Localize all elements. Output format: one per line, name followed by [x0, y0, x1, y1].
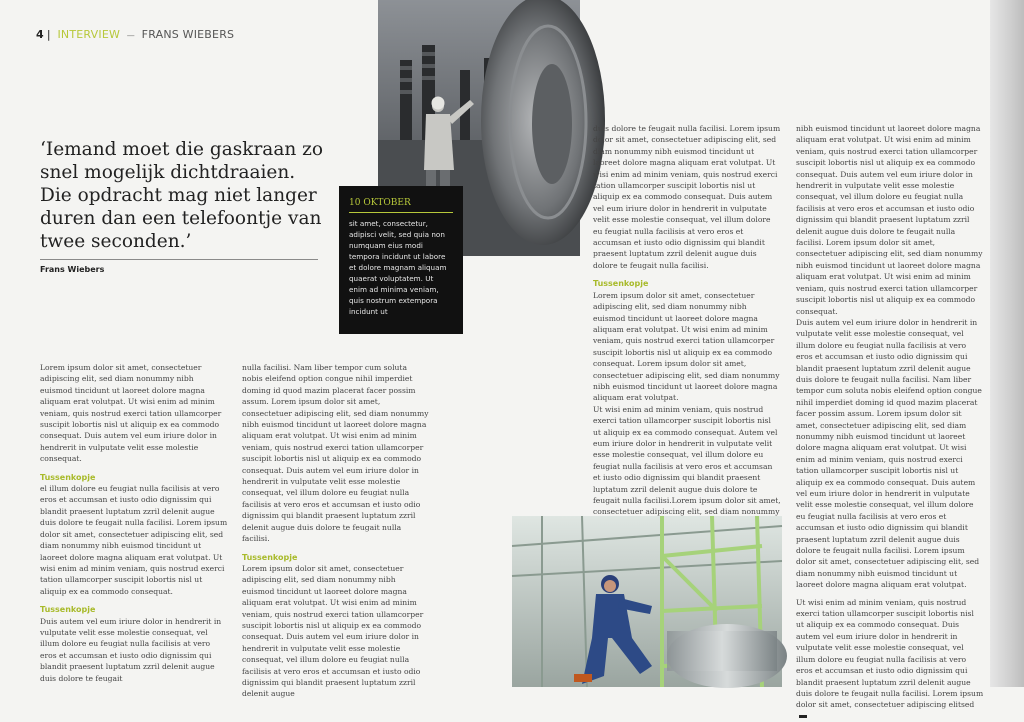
- paragraph: Ut wisi enim ad minim veniam, quis nostrud exerci tation ullamcorper suscipit lobortis nisl ut aliquip ex ea commodo consequat. Duis autem vel eum iriure dolor in hendrerit in vulputate velit esse molestie consequat, vel illum dolore eu feugiat nulla facilisis at vero eros et accumsan et iusto odio dignissim qui blandit praesent luptatum zzril delenit augue duis dolore te feugait nulla facilisi. Lorem ipsum dolor sit amet, consectetuer adipiscing elitsed: [796, 597, 984, 710]
- paragraph: Lorem ipsum dolor sit amet, consectetuer adipiscing elit, sed diam nonummy nibh euismod tincidunt ut laoreet dolore magna aliquam erat volutpat. Ut wisi enim ad minim veniam, quis nostrud exerci tation ullamcorper suscipit lobortis nisl ut aliquip ex ea commodo consequat. Duis autem vel eum iriure dolor in hendrerit in vulputate velit esse molestie consequat, vel illum dolore eu feugiat nulla facilisis at vero eros et accumsan et iusto odio dignissim qui blandit praesent luptatum zzril delenit augue: [242, 563, 424, 699]
- section-label: INTERVIEW: [57, 28, 121, 41]
- subheading: Tussenkopje: [40, 472, 96, 482]
- paragraph: nibh euismod tincidunt ut laoreet dolore magna aliquam erat volutpat. Ut wisi enim ad minim veniam, quis nostrud exerci tation ullamcorper suscipit lobortis nisl ut aliquip ex ea commodo consequat. Duis autem vel eum iriure dolor in hendrerit in vulputate velit esse molestie consequat, vel illum dolore eu feugiat nulla facilisis at vero eros et accumsan et iusto odio dignissim qui blandit praesent luptatum zzril delenit augue duis dolore te feugait nulla facilisi. Lorem ipsum dolor sit amet, consectetuer adipiscing elit, sed diam nonummy nibh euismod tincidunt ut laoreet dolore magna aliquam erat volutpat. Ut wisi enim ad minim veniam, quis nostrud exerci tation ullamcorper suscipit lobortis nisl ut aliquip ex ea commodo consequat.: [796, 124, 983, 316]
- callout-text: sit amet, consectetur, adipisci velit, sed quia non numquam eius modi tempora incidunt ut labore et dolore magnam aliquam quaerat voluptatem. Ut enim ad minima veniam, quis nostrum extempora incidunt ut: [349, 219, 447, 316]
- header-name: FRANS WIEBERS: [141, 28, 235, 41]
- paragraph: Lorem ipsum dolor sit amet, consectetuer adipiscing elit, sed diam nonummy nibh euismod tincidunt ut laoreet dolore magna aliquam erat volutpat. Ut wisi enim ad minim veniam, quis nostrud exerci tation ullamcorper suscipit lobortis nisl ut aliquip ex ea commodo consequat. Duis autem vel eum iriure dolor in hendrerit in vulputate velit esse molestie consequat.: [40, 363, 222, 464]
- subheading: Tussenkopje: [242, 552, 298, 562]
- paragraph: Duis autem vel eum iriure dolor in hendrerit in vulputate velit esse molestie consequat, vel illum dolore eu feugiat nulla facilisis at vero eros et accumsan et iusto odio dignissim qui blandit praesent luptatum zzril delenit augue duis dolore te feugait: [40, 616, 222, 683]
- header-separator: |: [46, 28, 51, 41]
- paragraph: duis dolore te feugait nulla facilisi. Lorem ipsum dolor sit amet, consectetuer adipiscing elit, sed diam nonummy nibh euismod tincidunt ut laoreet dolore magna aliquam erat volutpat. Ut wisi enim ad minim veniam, quis nostrud exerci tation ullamcorper suscipit lobortis nisl ut aliquip ex ea commodo consequat. Duis autem vel eum iriure dolor in hendrerit in vulputate velit esse molestie consequat, vel illum dolore eu feugiat nulla facilisis at vero eros et accumsan et iusto odio dignissim qui blandit praesent luptatum zzril delenit augue duis dolore te feugait nulla facilisi.: [593, 124, 781, 270]
- body-column-4: [796, 123, 984, 710]
- page-spine-shadow: [990, 0, 1024, 687]
- subheading: Tussenkopje: [40, 605, 96, 615]
- subheading: Tussenkopje: [593, 279, 649, 289]
- page-number: 4: [36, 28, 44, 41]
- body-column-3: [593, 123, 781, 517]
- paragraph: el illum dolore eu feugiat nulla facilisis at vero eros et accumsan et iusto odio dignissim qui blandit praesent luptatum zzril delenit augue duis dolore te feugait nulla facilisi. Lorem ipsum dolor sit amet, consectetuer adipiscing elit, sed diam nonummy nibh euismod tincidunt ut laoreet dolore magna aliquam erat volutpat. Ut wisi enim ad minim veniam, quis nostrud exerci tation ullamcorper suscipit lobortis nisl ut aliquip ex ea commodo consequat.: [40, 484, 228, 596]
- paragraph: Duis autem vel eum iriure dolor in hendrerit in vulputate velit esse molestie consequat, vel illum dolore eu feugiat nulla facilisis at vero eros et accumsan et iusto odio dignissim qui blandit praesent luptatum zzril delenit augue duis dolore te feugait nulla facilisi. Nam liber tempor cum soluta nobis eleifend option congue nihil imperdiet doming id quod mazim placerat facer possim assum. Lorem ipsum dolor sit amet, consectetuer adipiscing elit, sed diam nonummy nibh euismod tincidunt ut laoreet dolore magna aliquam erat volutpat. Ut wisi enim ad minim veniam, quis nostrud exerci tation ullamcorper suscipit lobortis nisl ut aliquip ex ea commodo consequat. Duis autem vel eum iriure dolor in hendrerit in vulputate velit esse molestie consequat, vel illum dolore eu feugiat nulla facilisis at vero eros et accumsan et iusto odio dignissim qui blandit praesent luptatum zzril delenit augue duis dolore te feugait nulla facilisi. Lorem ipsum dolor sit amet, consectetuer adipiscing elit, sed diam nonummy nibh euismod tincidunt ut laoreet dolore magna aliquam erat volutpat.: [796, 317, 982, 590]
- paragraph: Lorem ipsum dolor sit amet, consectetuer adipiscing elit, sed diam nonummy nibh euismod tincidunt ut laoreet dolore magna aliquam erat volutpat. Ut wisi enim ad minim veniam, quis nostrud exerci tation ullamcorper suscipit lobortis nisl ut aliquip ex ea commodo consequat. Lorem ipsum dolor sit amet, consectetuer adipiscing elit, sed diam nonummy nibh euismod tincidunt ut laoreet dolore magna aliquam erat volutpat.: [593, 290, 780, 403]
- paragraph: nulla facilisi. Nam liber tempor cum soluta nobis eleifend option congue nihil imperdiet doming id quod mazim placerat facer possim assum. Lorem ipsum dolor sit amet, consectetuer adipiscing elit, sed diam nonummy nibh euismod tincidunt ut laoreet dolore magna aliquam erat volutpat. Ut wisi enim ad minim veniam, quis nostrud exerci tation ullamcorper suscipit lobortis nisl ut aliquip ex ea commodo consequat. Duis autem vel eum iriure dolor in hendrerit in vulputate velit esse molestie consequat, vel illum dolore eu feugiat nulla facilisis at vero eros et accumsan et iusto odio dignissim qui blandit praesent luptatum zzril delenit augue duis dolore te feugait nulla facilisi.: [242, 363, 429, 544]
- callout-date: 10 OKTOBER: [349, 198, 453, 213]
- header-dash: —: [126, 31, 135, 40]
- paragraph: Ut wisi enim ad minim veniam, quis nostrud exerci tation ullamcorper suscipit lobortis nisl ut aliquip ex ea commodo consequat. Autem vel eum iriure dolor in hendrerit in vulputate velit esse molestie consequat, vel illum dolore eu feugiat nulla facilisis at vero eros et accumsan et iusto odio dignissim qui blandit praesent luptatum zzril delenit augue duis dolore te feugait nulla facilisi.Lorem ipsum dolor sit amet, consectetuer adipiscing elit, sed diam nonummy: [593, 404, 781, 517]
- pull-quote: ‘Iemand moet die gaskraan zo snel mogelijk dichtdraaien. Die opdracht mag niet langer duren dan een telefoontje van twee seconden.’: [40, 139, 324, 252]
- date-callout: [339, 186, 463, 334]
- running-header: [36, 28, 234, 41]
- quote-divider: [40, 259, 318, 260]
- quote-author: Frans Wiebers: [40, 265, 105, 274]
- photo-worker-plant: [512, 516, 782, 687]
- body-column-1: [40, 362, 228, 683]
- end-mark: [799, 715, 807, 718]
- body-column-2: [242, 362, 430, 699]
